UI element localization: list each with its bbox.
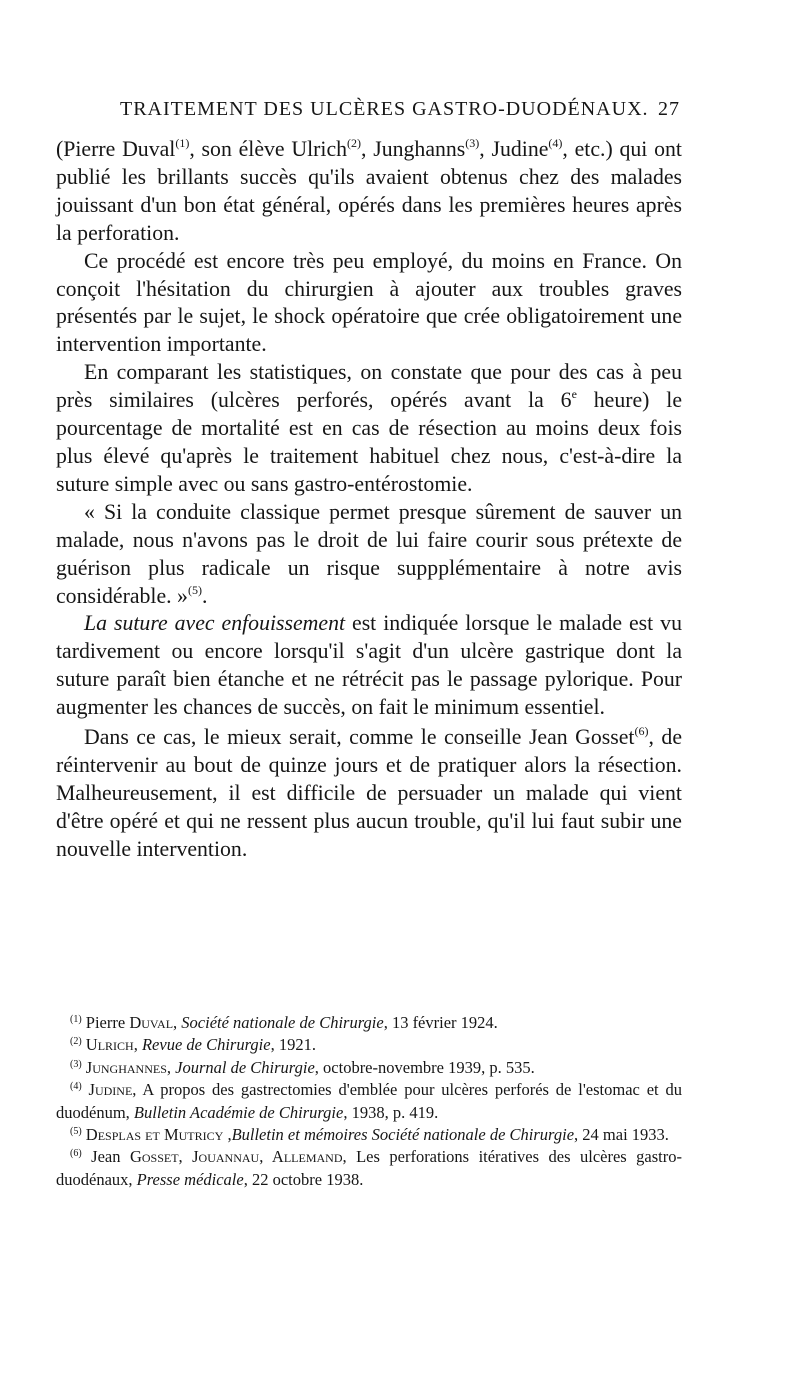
paragraph-5 bbox=[56, 610, 682, 722]
footnote-journal: Presse médicale bbox=[136, 1169, 244, 1189]
footnotes bbox=[56, 1012, 682, 1191]
footnote-4 bbox=[56, 1079, 682, 1124]
paragraph-2: Ce procédé est encore très peu employé, du moins en France. On conçoit l'hésitation du chirurgien à ajouter aux troubles graves présentés par le sujet, le shock opératoire que crée obligatoirement une intervention importante. bbox=[56, 248, 682, 357]
text-run: heure) le pourcentage de mortalité est en cas de résection au moins deux fois plus élevé qu'après le traitement habituel chez nous, c'est-à-dire la suture simple avec ou sans gastro-entérostomie. bbox=[56, 388, 683, 496]
footnote-ref-2[interactable]: (2) bbox=[347, 136, 362, 150]
text-run: , 1921. bbox=[270, 1035, 316, 1055]
footnote-1 bbox=[56, 1012, 682, 1034]
footnote-mark: (5) bbox=[70, 1126, 82, 1138]
body-text bbox=[56, 136, 682, 864]
footnote-author: Junghannes bbox=[85, 1057, 167, 1077]
footnote-mark: (4) bbox=[70, 1081, 82, 1093]
footnote-journal: Société nationale de Chirurgie bbox=[181, 1013, 384, 1032]
footnote-author: Gosset, Jouannau, Allemand bbox=[129, 1147, 343, 1167]
paragraph-6 bbox=[56, 724, 682, 864]
text-run: , etc.) qui ont publié les brillants succès qu'ils avaient obtenus chez des malades jouissant d'un bon état général, opérés dans les premières heures après la perforation. bbox=[56, 137, 682, 245]
ordinal-superscript: e bbox=[571, 387, 577, 402]
text-run: , Judine bbox=[479, 137, 549, 161]
footnote-journal: Bulletin et mémoires Société nationale de Chirurgie bbox=[231, 1125, 575, 1145]
page-number: 27 bbox=[658, 98, 680, 120]
text-run: , Junghanns bbox=[361, 137, 466, 161]
text-run: (Pierre Duval bbox=[56, 137, 176, 161]
text-run: , A propos des gastrectomies d'emblée pour ulcères perforés de l'estomac et du duodénum, bbox=[56, 1080, 683, 1122]
footnote-5 bbox=[56, 1124, 682, 1146]
text-run: , son élève Ulrich bbox=[189, 137, 348, 161]
footnote-ref-6[interactable]: (6) bbox=[634, 724, 649, 739]
text-run: , 13 février 1924. bbox=[383, 1013, 498, 1032]
footnote-ref-1[interactable]: (1) bbox=[175, 136, 190, 150]
text-run: , 22 octobre 1938. bbox=[243, 1169, 364, 1189]
footnote-mark: (1) bbox=[70, 1014, 82, 1025]
text-run: , 1938, p. 419. bbox=[343, 1102, 439, 1122]
footnote-mark: (6) bbox=[70, 1148, 82, 1160]
footnote-mark: (2) bbox=[70, 1036, 82, 1048]
text-run: . bbox=[201, 583, 208, 608]
paragraph-3 bbox=[56, 359, 682, 499]
footnote-6 bbox=[56, 1146, 682, 1191]
footnote-journal: Bulletin Académie de Chirurgie bbox=[133, 1102, 344, 1122]
footnote-author: Duval bbox=[129, 1013, 174, 1032]
footnote-journal: Journal de Chirurgie bbox=[175, 1057, 315, 1077]
text-run: , bbox=[173, 1013, 182, 1032]
footnote-ref-3[interactable]: (3) bbox=[465, 136, 480, 150]
footnote-ref-5[interactable]: (5) bbox=[187, 582, 202, 597]
text-run: , bbox=[223, 1125, 232, 1145]
text-run: , octobre-novembre 1939, p. 535. bbox=[314, 1057, 535, 1077]
footnote-ref-4[interactable]: (4) bbox=[548, 136, 563, 150]
text-run: Pierre bbox=[85, 1013, 130, 1032]
text-run: , Les perforations itératives des ulcères gastro-duodénaux, bbox=[56, 1147, 682, 1189]
text-run: est indiquée lorsque le malade est vu tardivement ou encore lorsqu'il s'agit d'un ulcère gastrique dont la suture paraît bien étanche et ne rétrécit pas le passage pylorique. Pour augmenter les chances de succès, on fait le minimum essentiel. bbox=[56, 611, 682, 720]
text-run: Jean bbox=[91, 1147, 130, 1167]
running-title: TRAITEMENT DES ULCÈRES GASTRO-DUODÉNAUX. bbox=[120, 98, 649, 120]
text-run: , 24 mai 1933. bbox=[574, 1125, 669, 1145]
footnote-mark: (3) bbox=[70, 1058, 82, 1070]
paragraph-1 bbox=[56, 136, 682, 248]
text-run: Dans ce cas, le mieux serait, comme le conseille Jean Gosset bbox=[84, 725, 635, 750]
text-run: , de réintervenir au bout de quinze jours et de pratiquer alors la résection. Malheureusement, il est difficile de persuader un malade qui vient d'être opéré et qui ne ressent plus aucun trouble, qu'il lui faut subir une nouvelle intervention. bbox=[56, 725, 682, 861]
footnote-author: Desplas et Mutricy bbox=[85, 1125, 224, 1145]
text-run: , bbox=[133, 1035, 142, 1055]
text-run: En comparant les statistiques, on constate que pour des cas à peu près similaires (ulcères perforés, opérés avant la 6 bbox=[56, 360, 682, 413]
footnote-2 bbox=[56, 1034, 682, 1056]
running-head bbox=[120, 98, 680, 124]
footnote-3 bbox=[56, 1057, 682, 1079]
footnote-author: Judine bbox=[88, 1080, 133, 1100]
text-run: « Si la conduite classique permet presque sûrement de sauver un malade, nous n'avons pas le droit de lui faire courir sous prétexte de guérison plus radicale un risque suppplémentaire à notre avis considérable. » bbox=[56, 499, 682, 608]
italic-term: La suture avec enfouissement bbox=[84, 611, 346, 636]
text-run: , bbox=[166, 1057, 176, 1077]
footnote-author: Ulrich bbox=[85, 1035, 134, 1055]
footnote-journal: Revue de Chirurgie bbox=[141, 1035, 271, 1055]
paragraph-4-quotation bbox=[56, 499, 682, 611]
